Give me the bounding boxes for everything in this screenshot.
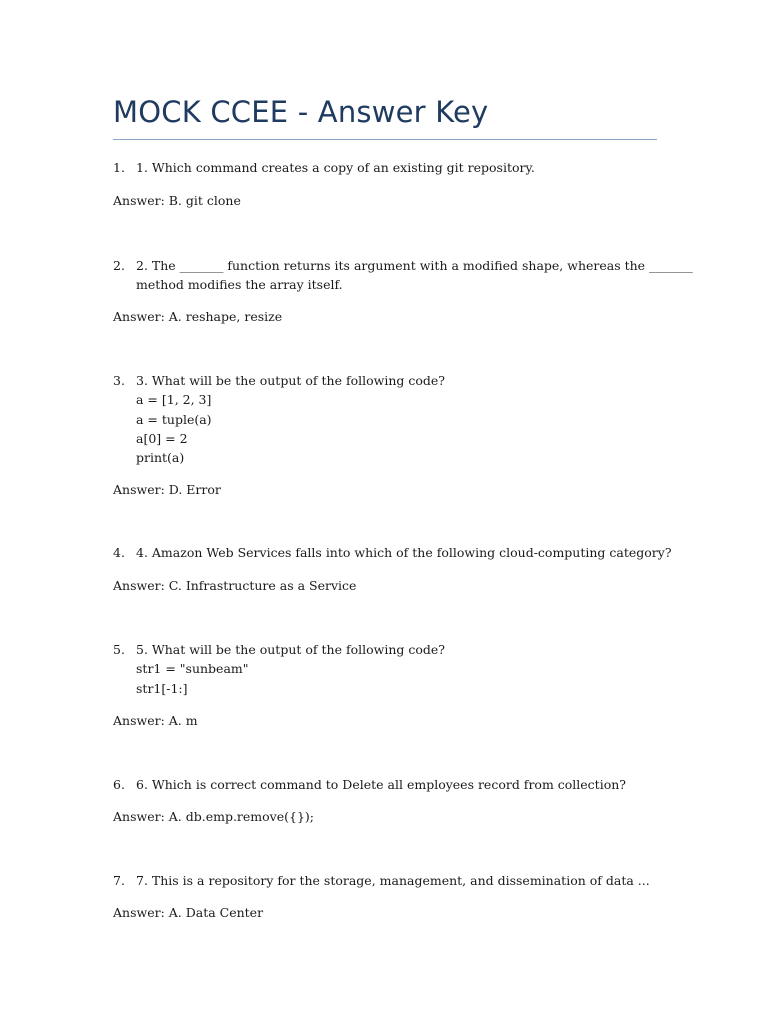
question-line: 7. This is a repository for the storage, management, and dissemination of data ... bbox=[136, 873, 650, 888]
question-2 bbox=[113, 256, 693, 295]
question-number: 2. bbox=[113, 258, 125, 273]
answer-6: Answer: A. db.emp.remove({}); bbox=[113, 809, 315, 824]
title-divider bbox=[113, 139, 657, 140]
question-number: 5. bbox=[113, 642, 125, 657]
answer-3: Answer: D. Error bbox=[113, 482, 221, 497]
question-line: 5. What will be the output of the following code? bbox=[136, 642, 445, 657]
question-6 bbox=[113, 775, 653, 794]
answer-4: Answer: C. Infrastructure as a Service bbox=[113, 578, 357, 593]
code-line: str1[-1:] bbox=[136, 680, 188, 696]
question-number: 1. bbox=[113, 160, 125, 175]
question-5 bbox=[113, 640, 653, 698]
question-1 bbox=[113, 158, 653, 177]
question-text bbox=[136, 871, 653, 890]
question-line: 2. The _______ function returns its argument with a modified shape, whereas the _______ bbox=[136, 258, 693, 273]
question-text bbox=[136, 371, 653, 467]
answer-7: Answer: A. Data Center bbox=[113, 905, 264, 920]
question-line: 4. Amazon Web Services falls into which of the following cloud-computing category? bbox=[136, 545, 672, 560]
question-4 bbox=[113, 543, 672, 562]
question-text bbox=[136, 158, 653, 177]
question-text bbox=[136, 256, 693, 295]
answer-5: Answer: A. m bbox=[113, 713, 198, 728]
code-line: a = tuple(a) bbox=[136, 411, 212, 427]
code-line: a[0] = 2 bbox=[136, 430, 188, 446]
question-3 bbox=[113, 371, 653, 467]
question-7 bbox=[113, 871, 653, 890]
question-text bbox=[136, 640, 653, 698]
question-line: 6. Which is correct command to Delete all employees record from collection? bbox=[136, 777, 626, 792]
answer-1: Answer: B. git clone bbox=[113, 193, 241, 208]
code-line: print(a) bbox=[136, 450, 185, 466]
code-line: a = [1, 2, 3] bbox=[136, 392, 212, 408]
question-number: 7. bbox=[113, 873, 125, 888]
question-line: 3. What will be the output of the following code? bbox=[136, 373, 445, 388]
question-line: 1. Which command creates a copy of an existing git repository. bbox=[136, 160, 535, 175]
answer-2: Answer: A. reshape, resize bbox=[113, 309, 283, 324]
page-title: MOCK CCEE - Answer Key bbox=[113, 95, 489, 129]
question-text bbox=[136, 775, 653, 794]
question-number: 6. bbox=[113, 777, 125, 792]
question-number: 3. bbox=[113, 373, 125, 388]
question-line: method modifies the array itself. bbox=[136, 277, 343, 293]
code-line: str1 = "sunbeam" bbox=[136, 661, 249, 677]
question-number: 4. bbox=[113, 545, 125, 560]
question-text bbox=[136, 543, 672, 562]
